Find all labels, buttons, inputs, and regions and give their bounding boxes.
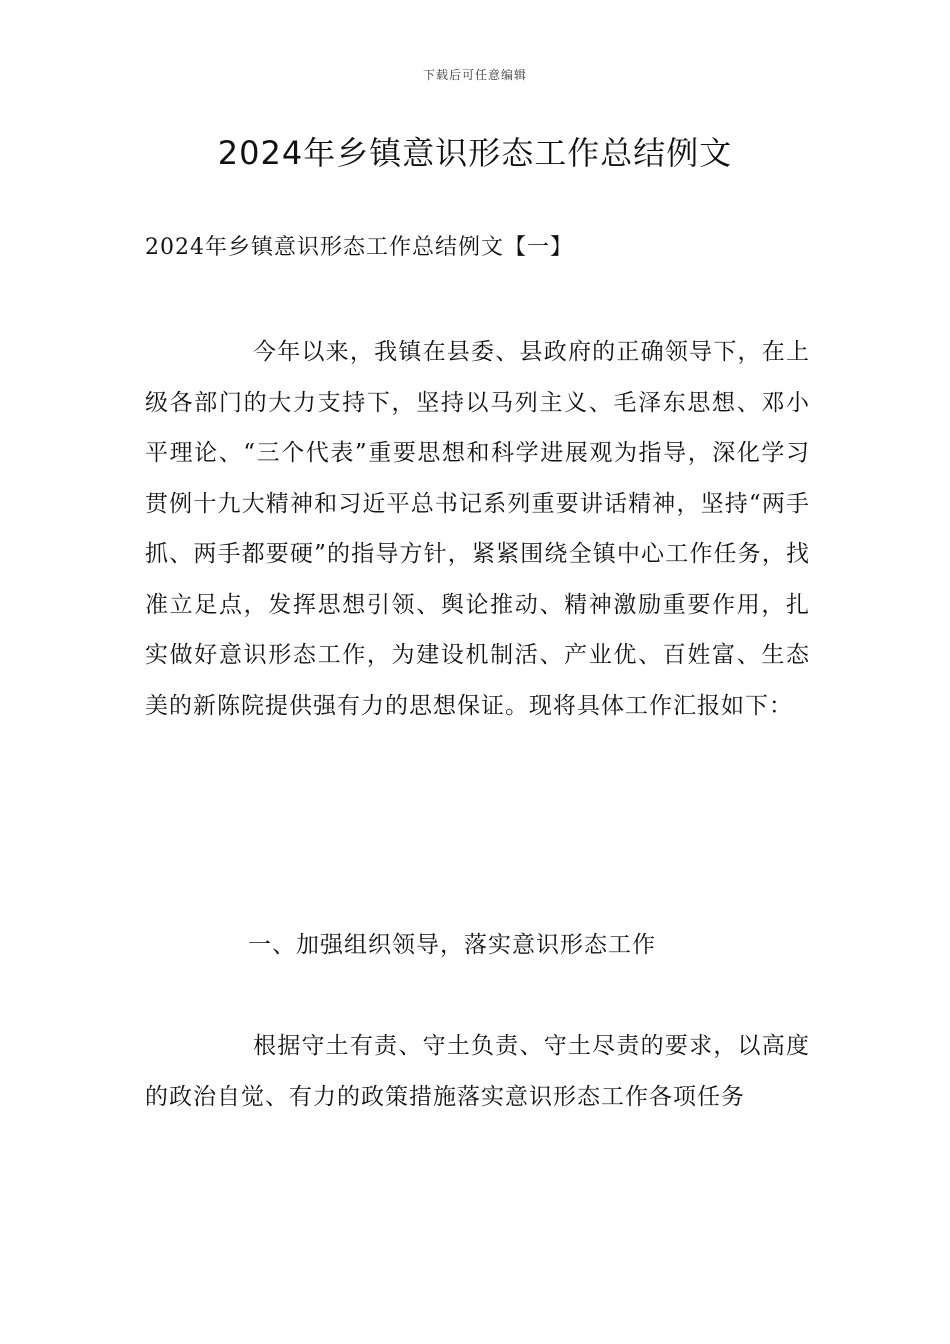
body-paragraph-intro: 今年以来，我镇在县委、县政府的正确领导下，在上级各部门的大力支持下，坚持以马列主义、毛泽东思想、邓小平理论、“三个代表”重要思想和科学进展观为指导，深化学习贯例十九大精神和习近平总书记系列重要讲话精神，坚持“两手抓、两手都要硬”的指导方针，紧紧围绕全镇中心工作任务，找准立足点，发挥思想引领、舆论推动、精神激励重要作用，扎实做好意识形态工作，为建设机制活、产业优、百姓富、生态美的新陈院提供强有力的思想保证。现将具体工作汇报如下：: [145, 339, 810, 719]
header-note: 下载后可任意编辑: [422, 68, 527, 82]
section-heading: 一、加强组织领导，落实意识形态工作: [248, 932, 656, 958]
body-paragraph-section-1: 根据守土有责、守土负责、守土尽责的要求，以高度的政治自觉、有力的政策措施落实意识形态工作各项任务: [145, 1033, 810, 1110]
document-title: 2024年乡镇意识形态工作总结例文: [217, 134, 733, 172]
document-subtitle: 2024年乡镇意识形态工作总结例文【一】: [145, 235, 573, 260]
